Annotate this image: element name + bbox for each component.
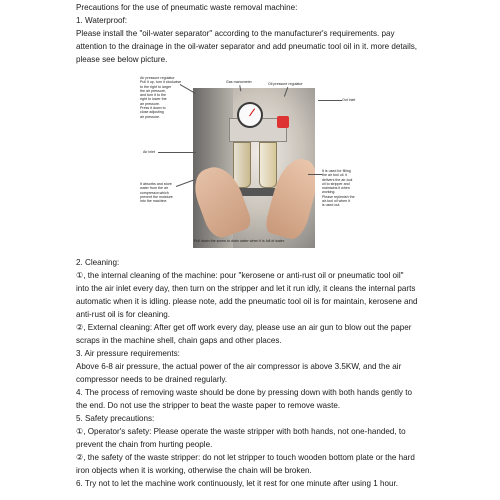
document-title: Precautions for the use of pneumatic waste removal machine: bbox=[76, 3, 298, 12]
section-heading-6: 6. Try not to let the machine work continuously, let it rest for one minute after using 1 hour. bbox=[76, 479, 398, 488]
separator-photo bbox=[193, 88, 315, 248]
label-air-pressure-regulator: Air pressure regulator Pull it up, turn it clockwise to the right to larger the air pressure, and turn it to the right to lower the air pressure. Press it down to close adjusting air pressure. bbox=[140, 76, 182, 119]
section-heading-5: 5. Safety precautions: bbox=[76, 414, 155, 423]
section-heading-1: 1. Waterproof: bbox=[76, 16, 127, 25]
section-heading-2: 2. Cleaning: bbox=[76, 258, 120, 267]
paragraph-line: ②, External cleaning: After get off work every day, please use an air gun to blow out the paper bbox=[76, 323, 412, 332]
paragraph-line: iron objects when it is working, otherwise the chain will be broken. bbox=[76, 466, 312, 475]
section-heading-4: 4. The process of removing waste should be done by pressing down with both hands gently to bbox=[76, 388, 412, 397]
label-oil-bowl: It is used for filling the air tool oil. it delivers the air-tool oil to stripper and maintains it when working. Please replenish the air-tool oil when it is used out. bbox=[322, 169, 355, 208]
paragraph-line: the end. Do not use the stripper to beat the waste paper to remove waste. bbox=[76, 401, 341, 410]
paragraph-line: ①, Operator's safety: Please operate the waste stripper with both hands, not one-handed, to bbox=[76, 427, 406, 436]
manometer-gauge bbox=[237, 102, 263, 128]
paragraph-line: Please install the "oil-water separator" according to the manufacturer's requirements. pay bbox=[76, 29, 395, 38]
label-absorb-water: It absorbs and store water from the air compressor,which prevent the moisture into the machine. bbox=[140, 182, 173, 204]
separator-base bbox=[237, 188, 277, 196]
label-gas-manometer: Gas manometer bbox=[226, 80, 252, 84]
paragraph-line: prevent the chain from hurting people. bbox=[76, 440, 213, 449]
section-heading-3: 3. Air pressure requirements: bbox=[76, 349, 180, 358]
paragraph-line: compressor needs to be drained regularly. bbox=[76, 375, 228, 384]
paragraph-line: Above 6-8 air pressure, the actual power of the air compressor is above 3.5KW, and the air bbox=[76, 362, 402, 371]
oil-bowl bbox=[259, 142, 277, 188]
oil-water-separator-figure bbox=[140, 76, 365, 244]
paragraph-line: anti-rust oil is for cleaning. bbox=[76, 310, 171, 319]
label-drain-screw: Pull down the screw to drain water when it is full of water. bbox=[194, 239, 285, 243]
paragraph-line: ①, the internal cleaning of the machine: pour "kerosene or anti-rust oil or pneumatic tool oil" bbox=[76, 271, 404, 280]
paragraph-line: ②, the safety of the waste stripper: do not let stripper to touch wooden bottom plate or the hard bbox=[76, 453, 415, 462]
oil-regulator-knob bbox=[277, 116, 289, 128]
paragraph-line: attention to the drainage in the oil-water separator and add pneumatic tool oil in it. more details, bbox=[76, 42, 418, 51]
paragraph-line: please see below picture. bbox=[76, 55, 168, 64]
label-out-inlet: Out inlet bbox=[342, 98, 356, 102]
paragraph-line: into the air inlet every day, then turn on the stripper and let it run idly, it cleans the internal parts bbox=[76, 284, 416, 293]
paragraph-line: scraps in the machine shell, chain gaps and other places. bbox=[76, 336, 282, 345]
label-oil-pressure-regulator: Oil pressure regulator bbox=[268, 82, 303, 86]
label-air-inlet: Air inlet bbox=[143, 150, 155, 154]
paragraph-line: automatic when it is idling. please note, add the pneumatic tool oil is for maintain, kerosene and bbox=[76, 297, 418, 306]
